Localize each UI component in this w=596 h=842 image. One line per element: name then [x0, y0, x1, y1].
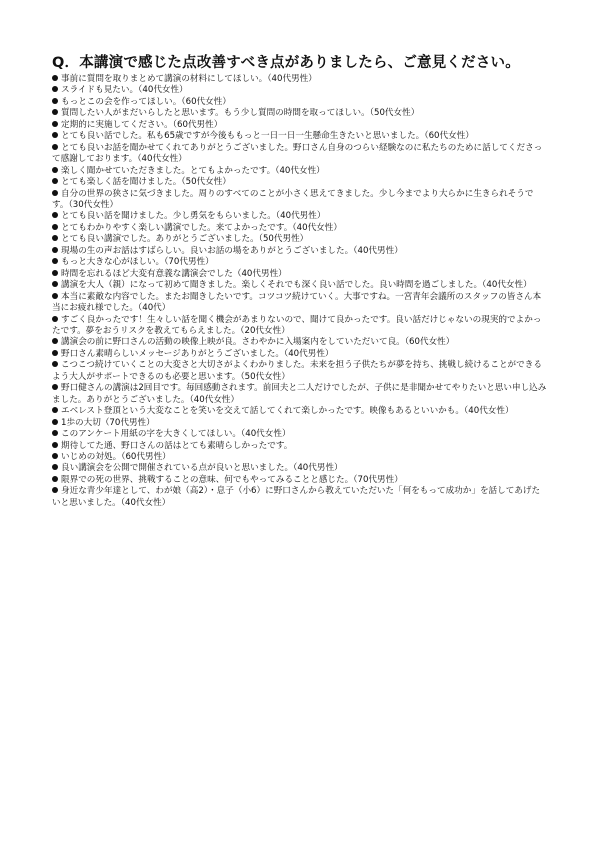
answer-text: 自分の世界の狭さに気づきました。周りのすべてのことが小さく思えてきました。少し今までより大らかに生きられそうです。（30代女性） — [52, 188, 534, 210]
answer-text: とても良い講演でした。ありがとうございました。（50代男性） — [61, 234, 309, 245]
list-item — [52, 429, 548, 440]
list-item — [52, 257, 548, 268]
bullet-icon — [52, 487, 58, 493]
list-item — [52, 269, 548, 280]
bullet-icon — [52, 430, 58, 436]
bullet-icon — [52, 384, 58, 390]
answer-text: とてもわかりやすく楽しい講演でした。来てよかったです。（40代女性） — [61, 222, 342, 233]
list-item — [52, 166, 548, 177]
bullet-icon — [52, 167, 58, 173]
list-item — [52, 463, 548, 474]
answer-text: とても良いお話を聞かせてくれてありがとうございました。野口さん自身のつらい経験なのに私たちのために話してくださって感謝しております。（40代女性） — [52, 142, 543, 165]
bullet-icon — [52, 476, 58, 482]
answer-text: 時間を忘れるほど大変有意義な講演会でした（40代男性） — [61, 268, 287, 279]
answer-text: 講演を大人（親）になって初めて聞きました。楽しくそれでも深く良い話でした。良い時間を過ごしました。（40代女性） — [61, 280, 532, 291]
bullet-icon — [52, 121, 58, 127]
list-item — [52, 349, 548, 360]
bullet-icon — [52, 293, 58, 299]
answer-text: すごく良かったです！生々しい話を聞く機会があまりないので、聞けて良かったです。良い話だけじゃないの現実的でよかったです。夢をおうリスクを教えてもらえました。（20代女性） — [52, 314, 542, 336]
answer-text: 質問したい人がまだいらしたと思います。もう少し質問の時間を取ってほしい。（50代女性） — [61, 108, 420, 119]
answer-text: 良い講演会を公開で開催されている点が良いと思いました。（40代男性） — [61, 463, 343, 474]
answer-text: 講演会の前に野口さんの活動の映像上映が良。さわやかに入場案内をしていただいて良。（60代女性） — [61, 337, 455, 348]
list-item — [52, 360, 548, 383]
bullet-icon — [52, 464, 58, 470]
bullet-icon — [52, 109, 58, 115]
answer-text: 1歩の大切（70代男性） — [61, 417, 155, 428]
list-item — [52, 292, 548, 315]
list-item — [52, 85, 548, 96]
answer-text: 野口さん素晴らしいメッセージありがとうございました。（40代男性） — [61, 348, 334, 359]
answer-text: 本当に素敵な内容でした。またお聞きしたいです。コツコツ続けていく。大事ですね。一宮青年会議所のスタッフの皆さん本当にお疲れ様でした。（40代） — [52, 291, 542, 314]
bullet-icon — [52, 235, 58, 241]
answer-text: 期待してた通、野口さんの話はとても素晴らしかったです。 — [61, 440, 293, 451]
list-item — [52, 418, 548, 429]
list-item — [52, 280, 548, 291]
bullet-icon — [52, 98, 58, 104]
list-item — [52, 189, 548, 212]
bullet-icon — [52, 190, 58, 196]
bullet-icon — [52, 75, 58, 81]
list-item — [52, 246, 548, 257]
list-item — [52, 315, 548, 338]
answer-text: 野口健さんの講演は2回目です。毎回感動されます。前回夫と二人だけでしたが、子供に是非聞かせてやりたいと思い申し込みました。ありがとうございました。（40代女性） — [52, 383, 547, 405]
bullet-icon — [52, 361, 58, 367]
answer-text: 定期的に実施してください。（60代男性） — [61, 119, 223, 130]
bullet-icon — [52, 338, 58, 344]
answer-text: いじめの対処。（60代男性） — [61, 451, 171, 462]
list-item — [52, 177, 548, 188]
answer-text: とても良い話でした。私も65歳ですが今後ももっと一日一日一生懸命生きたいと思いました。（60代女性） — [61, 131, 474, 142]
list-item — [52, 120, 548, 131]
list-item — [52, 234, 548, 245]
list-item — [52, 337, 548, 348]
bullet-icon — [52, 86, 58, 92]
list-item — [52, 97, 548, 108]
answer-text: 現場の生の声お話はすばらしい。良いお話の場をありがとうございました。（40代男性） — [61, 245, 403, 256]
bullet-icon — [52, 453, 58, 459]
bullet-icon — [52, 224, 58, 230]
answer-text: とても良い話を聞けました。少し勇気をもらいました。（40代男性） — [61, 211, 326, 222]
bullet-icon — [52, 419, 58, 425]
bullet-icon — [52, 442, 58, 448]
list-item — [52, 406, 548, 417]
list-item — [52, 383, 548, 406]
bullet-icon — [52, 132, 58, 138]
bullet-icon — [52, 258, 58, 264]
list-item — [52, 131, 548, 142]
survey-page — [52, 56, 548, 509]
answer-text: 楽しく聞かせていただきました。とてもよかったです。（40代女性） — [61, 165, 325, 176]
list-item — [52, 143, 548, 166]
answer-text: 身近な青少年達として、わが娘（高2）・息子（小6）に野口さんから教えていただいた「何をもって成功か」を話してあげたいと思いました。（40代女性） — [52, 486, 541, 508]
bullet-icon — [52, 144, 58, 150]
bullet-icon — [52, 270, 58, 276]
answer-text: こつこつ続けていくことの大変さと大切さがよくわかりました。未来を担う子供たちが夢を持ち、挑戦し続けることができるよう大人がサポートできるのも必要と思います。（50代女性） — [52, 360, 542, 382]
bullet-icon — [52, 407, 58, 413]
answer-text: 事前に質問を取りまとめて講演の材料にしてほしい。（40代男性） — [61, 74, 317, 84]
answer-text: このアンケート用紙の字を大きくしてほしい。（40代女性） — [61, 429, 291, 440]
list-item — [52, 441, 548, 452]
list-item — [52, 108, 548, 119]
bullet-icon — [52, 178, 58, 184]
list-item — [52, 211, 548, 222]
answer-list — [52, 74, 548, 509]
list-item — [52, 452, 548, 463]
answer-text: もっとこの会を作ってほしい。（60代女性） — [61, 96, 231, 107]
bullet-icon — [52, 316, 58, 322]
bullet-icon — [52, 247, 58, 253]
bullet-icon — [52, 350, 58, 356]
list-item — [52, 223, 548, 234]
list-item — [52, 486, 548, 509]
question-heading: Q．本講演で感じた点改善すべき点がありましたら、ご意見ください。 — [52, 55, 520, 71]
answer-text: とても楽しく話を聞けました。（50代女性） — [61, 177, 231, 188]
bullet-icon — [52, 212, 58, 218]
bullet-icon — [52, 281, 58, 287]
list-item — [52, 74, 548, 85]
answer-text: エベレスト登頂という大変なことを笑いを交えて話してくれて楽しかったです。映像もあるといいかも。（40代女性） — [61, 406, 514, 417]
answer-text: 限界での死の世界、挑戦することの意味、何でもやってみることと感じた。（70代男性） — [61, 474, 403, 485]
answer-text: スライドも見たい。（40代女性） — [61, 85, 188, 96]
list-item — [52, 475, 548, 486]
answer-text: もっと大きな心がほしい。（70代男性） — [61, 257, 214, 268]
